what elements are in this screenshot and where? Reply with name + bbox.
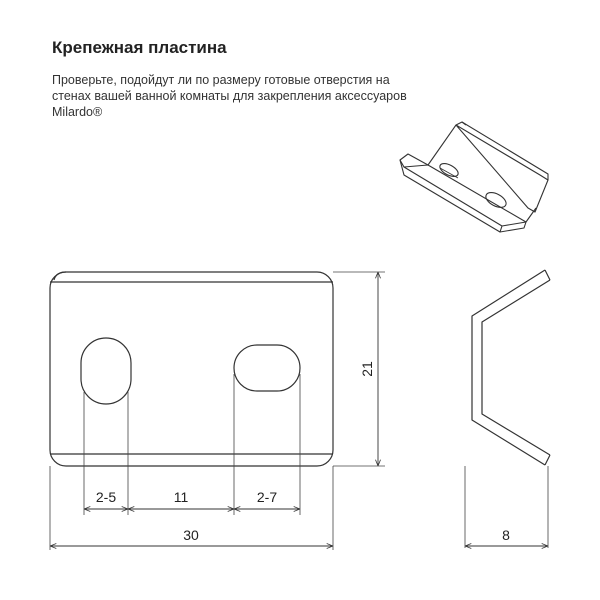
- left-slot: [81, 338, 131, 404]
- dim-depth-label: 8: [502, 527, 510, 543]
- dim-slot-left-label: 2-5: [95, 489, 117, 505]
- bracket-side-view: [472, 270, 550, 465]
- dim-height-label: 21: [359, 361, 375, 377]
- bracket-front-view: [50, 272, 333, 466]
- dim-slot-right-label: 2-7: [256, 489, 278, 505]
- dim-spacing-label: 11: [173, 489, 189, 505]
- dim-width-label: 30: [183, 527, 199, 543]
- description-text: Проверьте, подойдут ли по размеру готовые отверстия на стенах вашей ванной комнаты для закрепления аксессуаров Milardo®: [52, 73, 407, 119]
- bracket-3d-view: [400, 122, 548, 232]
- page-title: Крепежная пластина: [52, 38, 227, 57]
- right-slot: [234, 345, 300, 391]
